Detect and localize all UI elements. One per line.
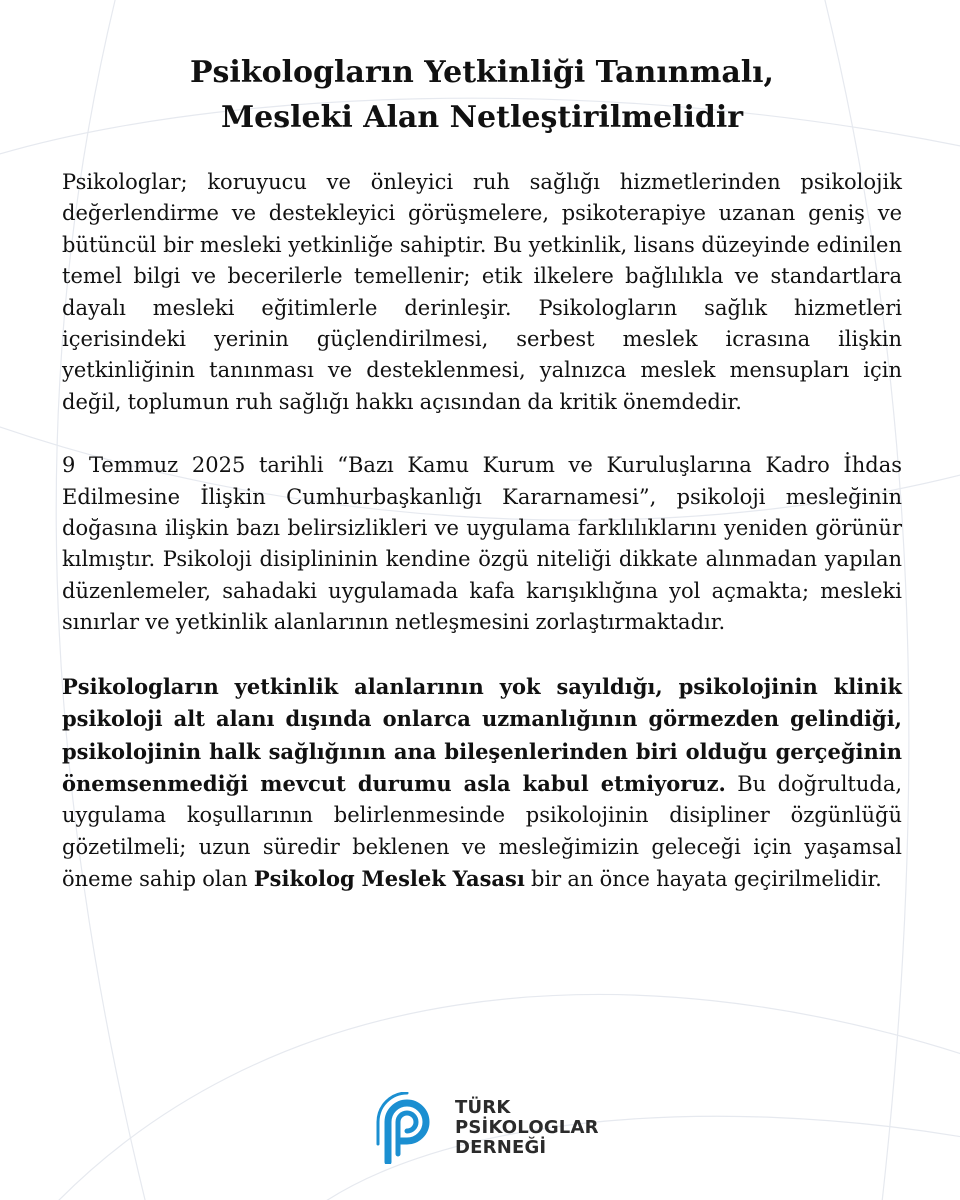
body-text bbox=[62, 167, 902, 896]
paragraph-3-end: bir an önce hayata geçirilmelidir. bbox=[524, 867, 882, 892]
paragraph-1: Psikologlar; koruyucu ve önleyici ruh sağlığı hizmetlerinden psikolojik değerlendirme ve destekleyici görüşmelere, psikoterapiye uzanan geniş ve bütüncül bir mesleki yetkinliğe sahiptir. Bu yetkinlik, lisans düzeyinde edinilen temel bilgi ve becerilerle temellenir; etik ilkelere bağlılıkla ve standartlara dayalı mesleki eğitimlerle derinleşir. Psikologların sağlık hizmetleri içerisindeki yerinin güçlendirilmesi, serbest meslek icrasına ilişkin yetkinliğinin tanınması ve desteklenmesi, yalnızca meslek mensupları için değil, toplumun ruh sağlığı hakkı açısından da kritik önemdedir. bbox=[62, 170, 902, 414]
logo-wordmark bbox=[455, 1098, 599, 1158]
title-line-1: Psikologların Yetkinliği Tanınmalı, bbox=[189, 55, 774, 90]
logo-line-1: TÜRK bbox=[455, 1097, 511, 1118]
article bbox=[62, 50, 902, 928]
paragraph-3 bbox=[62, 671, 902, 896]
organization-logo bbox=[376, 1092, 599, 1172]
paragraph-3-bold-statement: Psikologların yetkinlik alanlarının yok sayıldığı, psikolojinin klinik psikoloji alt alanı dışında onlarca uzmanlığının görmezden gelindiği, psikolojinin halk sağlığının ana bileşenlerinden biri olduğu gerçeğinin önemsenmediği mevcut durumu asla kabul etmiyoruz. bbox=[62, 673, 902, 796]
paragraph-3-text: Bu doğrultuda, uygulama koşullarının belirlenmesinde psikolojinin disipliner özgünlüğü gözetilmeli; uzun süredir beklenen ve mesleğimizin geleceği için yaşamsal öneme sahip olan bbox=[62, 771, 903, 892]
logo-line-3: DERNEĞİ bbox=[455, 1137, 547, 1158]
page-title bbox=[62, 50, 902, 140]
logo-line-2: PSİKOLOGLAR bbox=[455, 1117, 599, 1138]
paragraph-2: 9 Temmuz 2025 tarihli “Bazı Kamu Kurum ve Kuruluşlarına Kadro İhdas Edilmesine İlişkin Cumhurbaşkanlığı Kararnamesi”, psikoloji mesleğinin doğasına ilişkin bazı belirsizlikleri ve uygulama farklılıklarını yeniden görünür kılmıştır. Psikoloji disiplininin kendine özgü niteliği dikkate alınmadan yapılan düzenlemeler, sahadaki uygulamada kafa karışıklığına yol açmakta; mesleki sınırlar ve yetkinlik alanlarının netleşmesini zorlaştırmaktadır. bbox=[62, 453, 902, 635]
law-name-bold: Psikolog Meslek Yasası bbox=[253, 866, 525, 892]
tpd-p-logo-icon bbox=[376, 1092, 438, 1164]
title-line-2: Mesleki Alan Netleştirilmelidir bbox=[220, 100, 744, 135]
